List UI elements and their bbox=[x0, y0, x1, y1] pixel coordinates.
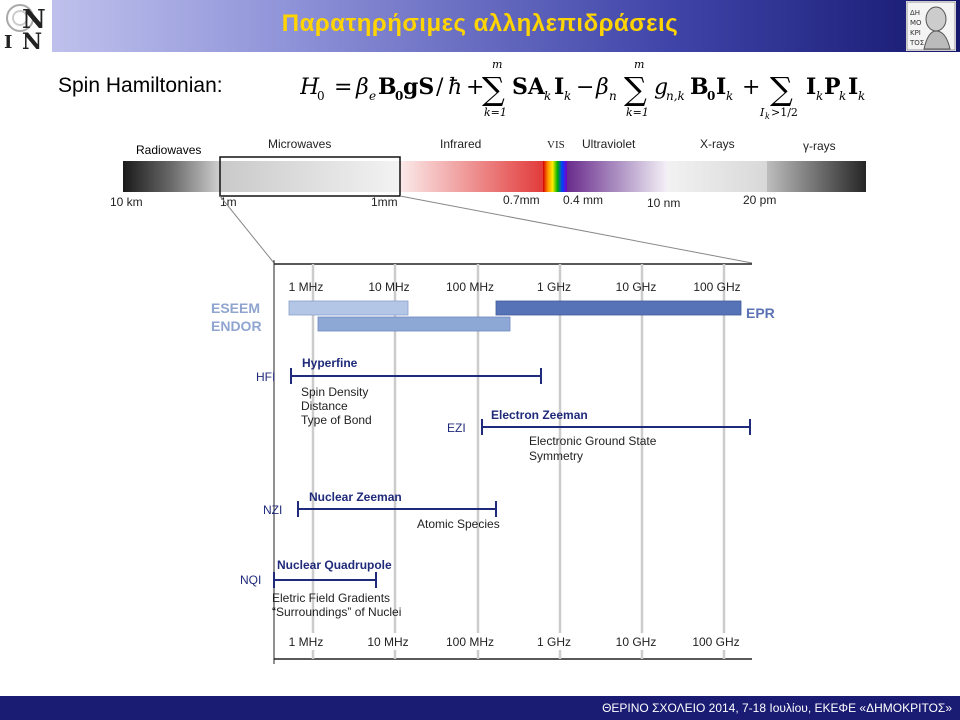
eq-hbar: ħ bbox=[448, 75, 463, 100]
nqi-desc-1: “Surroundings” of Nuclei bbox=[272, 605, 402, 619]
eq-plus-2: + bbox=[742, 75, 761, 100]
svg-text:N: N bbox=[22, 29, 43, 52]
eq-i3: I bbox=[806, 74, 817, 100]
eq-sa: SA bbox=[512, 74, 545, 100]
epr-bar bbox=[496, 301, 741, 315]
eq-i1: I bbox=[554, 74, 565, 100]
region-gamma-rays: γ-rays bbox=[803, 139, 836, 153]
top-tick-1ghz: 1 GHz bbox=[536, 280, 572, 294]
spectrum-micro-segment bbox=[220, 161, 400, 192]
eq-i4: I bbox=[848, 74, 859, 100]
nqi-abbr: NQI bbox=[240, 573, 262, 587]
region-vis: VIS bbox=[547, 139, 565, 151]
page-title: Παρατηρήσιμες αλληλεπιδράσεις bbox=[281, 10, 679, 37]
electron-zeeman-title: Electron Zeeman bbox=[491, 408, 588, 422]
hfi-desc-2: Type of Bond bbox=[301, 413, 372, 427]
bottom-tick-10ghz: 10 GHz bbox=[615, 635, 657, 649]
top-tick-1mhz: 1 MHz bbox=[288, 280, 324, 294]
wavelength-0-7mm: 0.7mm bbox=[503, 193, 540, 207]
nzi-abbr: NZI bbox=[263, 503, 283, 517]
top-tick-100ghz: 100 GHz bbox=[693, 280, 741, 294]
spectrum-radio-segment bbox=[123, 161, 220, 192]
wavelength-20pm: 20 pm bbox=[743, 193, 777, 207]
institute-logo-right bbox=[906, 1, 956, 51]
svg-text:ΚΡΙ: ΚΡΙ bbox=[910, 29, 921, 37]
eq-plus-1: + bbox=[466, 75, 485, 100]
eq-h: H bbox=[300, 75, 320, 100]
hfi-desc-0: Spin Density bbox=[301, 385, 369, 399]
svg-text:I: I bbox=[4, 32, 13, 52]
nuclear-zeeman-title: Nuclear Zeeman bbox=[309, 490, 402, 504]
eq-i2: I bbox=[716, 74, 727, 100]
eq-i2-sub: k bbox=[726, 89, 734, 103]
svg-text:ΔΗ: ΔΗ bbox=[910, 9, 921, 17]
eq-sum2: ∑ bbox=[624, 70, 647, 108]
spectrum-vis-segment bbox=[543, 161, 567, 192]
eq-b2: B bbox=[690, 74, 709, 100]
region-infrared: Infrared bbox=[440, 137, 482, 151]
eq-minus: − bbox=[576, 75, 595, 100]
bottom-tick-10mhz: 10 MHz bbox=[367, 635, 409, 649]
region-microwaves: Microwaves bbox=[268, 137, 332, 151]
eq-beta-e: β bbox=[356, 75, 369, 100]
svg-text:ΜΟ: ΜΟ bbox=[910, 19, 922, 27]
eq-beta-e-sub: e bbox=[369, 89, 377, 103]
eq-b: B bbox=[378, 74, 397, 100]
eq-sum3-lower-k: k bbox=[765, 112, 770, 120]
region-radiowaves: Radiowaves bbox=[136, 143, 202, 157]
eq-sum3-lower-i: I bbox=[760, 106, 765, 119]
spectrum-gamma-segment bbox=[767, 161, 866, 192]
spectrum-uv-segment bbox=[567, 161, 667, 192]
frequency-diagram bbox=[0, 130, 960, 690]
top-tick-10mhz: 10 MHz bbox=[368, 280, 410, 294]
eq-sum1: ∑ bbox=[482, 70, 505, 108]
eq-sum1-lower: k=1 bbox=[484, 106, 507, 119]
wavelength-1m: 1m bbox=[220, 195, 237, 209]
spectrum-xray-segment bbox=[667, 161, 767, 192]
top-tick-100mhz: 100 MHz bbox=[445, 280, 495, 294]
eq-i4-sub: k bbox=[858, 89, 866, 103]
wavelength-10nm: 10 nm bbox=[647, 196, 681, 210]
eq-p-sub: k bbox=[839, 89, 847, 103]
eq-sa-sub: k bbox=[544, 89, 552, 103]
statue-logo-icon bbox=[906, 1, 956, 51]
eq-i1-sub: k bbox=[564, 89, 572, 103]
eq-equals: = bbox=[334, 75, 353, 100]
hamiltonian-label: Spin Hamiltonian: bbox=[58, 74, 223, 97]
top-tick-10ghz: 10 GHz bbox=[615, 280, 657, 294]
nuclear-quadrupole-range-bar bbox=[274, 572, 376, 588]
endor-label: ENDOR bbox=[211, 318, 262, 334]
eq-sum2-lower: k=1 bbox=[626, 106, 649, 119]
eq-h-sub: 0 bbox=[317, 89, 325, 103]
eq-g: g bbox=[654, 75, 669, 100]
endor-bar bbox=[318, 317, 510, 331]
bottom-tick-100mhz: 100 MHz bbox=[445, 635, 495, 649]
eq-sum1-upper: m bbox=[492, 60, 503, 71]
eq-g-sub: n,k bbox=[666, 89, 685, 103]
nzi-desc-0: Atomic Species bbox=[417, 517, 500, 531]
eq-b2-sub: 0 bbox=[707, 89, 716, 103]
hyperfine-title: Hyperfine bbox=[302, 356, 358, 370]
spectrum-ir-segment bbox=[400, 161, 543, 192]
bottom-tick-1mhz: 1 MHz bbox=[288, 635, 324, 649]
eq-beta-n-sub: n bbox=[609, 89, 617, 103]
nuclear-quadrupole-title: Nuclear Quadrupole bbox=[277, 558, 392, 572]
ezi-desc-1: Symmetry bbox=[529, 449, 583, 463]
eq-sum3: ∑ bbox=[770, 70, 793, 108]
eq-sum2-upper: m bbox=[634, 60, 645, 71]
eq-gs: gS bbox=[403, 74, 435, 100]
region-x-rays: X-rays bbox=[700, 137, 735, 151]
hfi-abbr: HFI bbox=[256, 370, 276, 384]
footer-text: ΘΕΡΙΝΟ ΣΧΟΛΕΙΟ 2014, 7-18 Ιουλίου, ΕΚΕΦΕ «ΔΗΜΟΚΡΙΤΟΣ» bbox=[602, 701, 952, 715]
hfi-desc-1: Distance bbox=[301, 399, 348, 413]
wavelength-1mm: 1mm bbox=[371, 195, 398, 209]
svg-text:N: N bbox=[22, 5, 46, 35]
eq-p: P bbox=[824, 74, 841, 100]
ezi-desc-0: Electronic Ground State bbox=[529, 434, 657, 448]
bottom-tick-100ghz: 100 GHz bbox=[692, 635, 740, 649]
bottom-tick-marks bbox=[313, 650, 724, 659]
eseem-label: ESEEM bbox=[211, 300, 261, 316]
eq-beta-n: β bbox=[596, 75, 609, 100]
eq-b-sub: 0 bbox=[395, 89, 404, 103]
nqi-desc-0: Eletric Field Gradients bbox=[272, 591, 391, 605]
bottom-tick-1ghz: 1 GHz bbox=[536, 635, 572, 649]
eq-sum3-lower-cond: >1/2 bbox=[771, 106, 798, 119]
zoom-line-left bbox=[220, 196, 274, 263]
svg-text:ΤΟΣ: ΤΟΣ bbox=[910, 39, 925, 47]
epr-label: EPR bbox=[746, 305, 775, 321]
eq-slash: / bbox=[436, 75, 444, 100]
wavelength-10km: 10 km bbox=[110, 195, 143, 209]
eq-i3-sub: k bbox=[816, 89, 824, 103]
region-ultraviolet: Ultraviolet bbox=[582, 137, 636, 151]
spin-hamiltonian-equation bbox=[300, 60, 880, 120]
ezi-abbr: EZI bbox=[447, 421, 466, 435]
eseem-bar bbox=[289, 301, 408, 315]
hyperfine-range-bar bbox=[291, 368, 541, 384]
wavelength-0-4mm: 0.4 mm bbox=[563, 193, 604, 207]
